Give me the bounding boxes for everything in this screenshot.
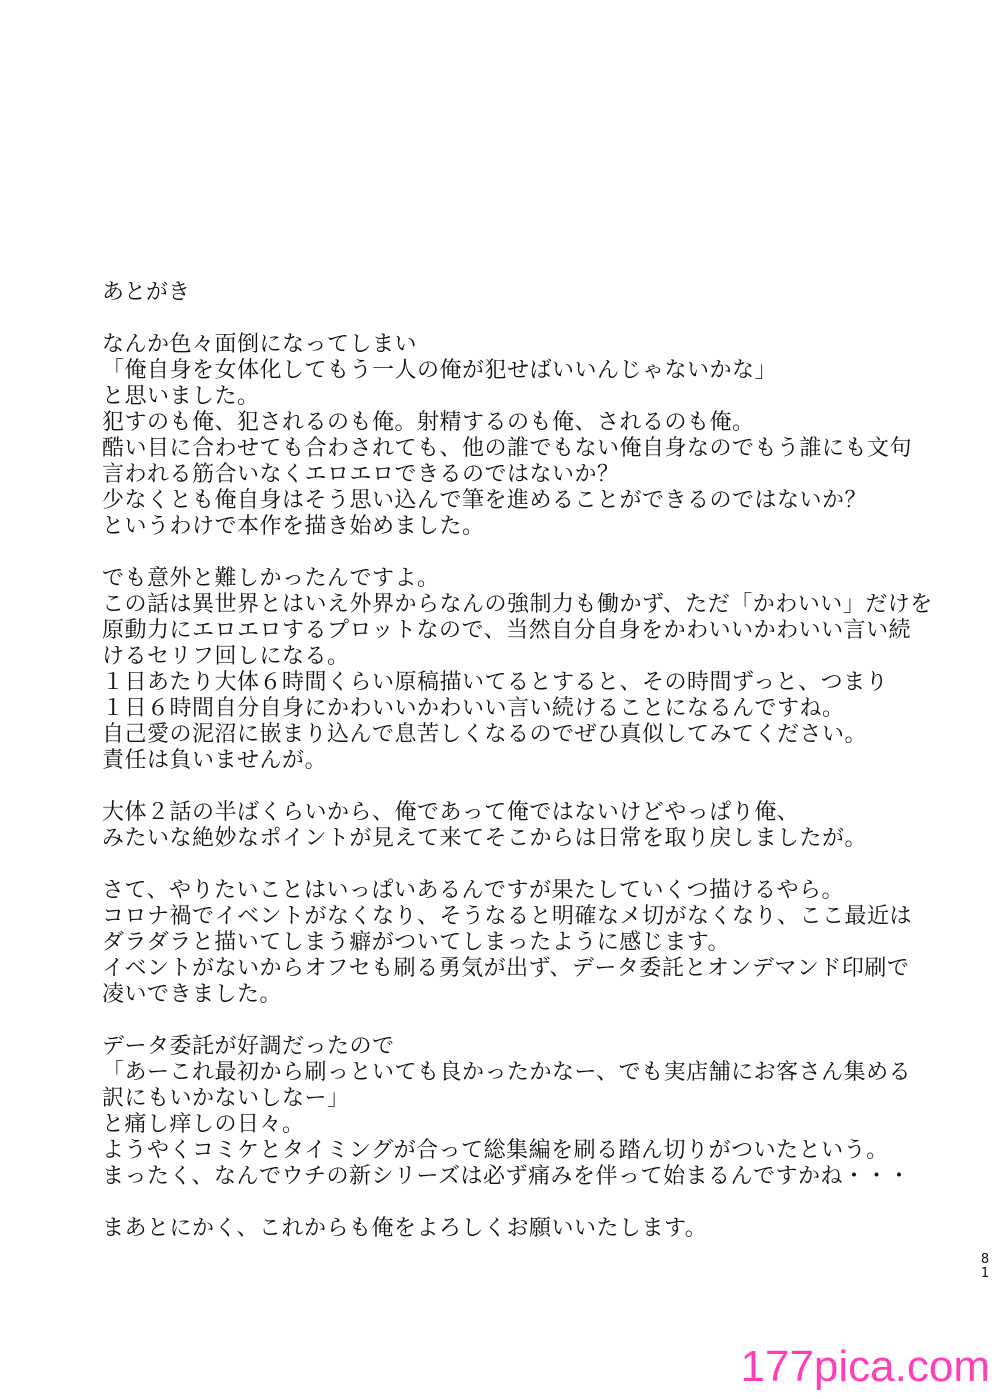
text-line: まあとにかく、これからも俺をよろしくお願いいたします。 xyxy=(102,1216,708,1241)
afterword-paragraph xyxy=(102,878,932,1008)
afterword-paragraph xyxy=(102,566,932,774)
text-line: ダラダラと描いてしまう癖がついてしまったように感じます。 xyxy=(102,930,731,955)
page-number-digit: 8 xyxy=(980,1252,990,1267)
text-line: と痛し痒しの日々。 xyxy=(102,1112,305,1137)
text-line: まったく、なんでウチの新シリーズは必ず痛みを伴って始まるんですかね・・・ xyxy=(102,1164,911,1189)
text-line: 訳にもいかないしなー」 xyxy=(102,1086,350,1111)
text-line: 酷い目に合わせても合わされても、他の誰でもない俺自身なのでもう誰にも文句 xyxy=(102,436,913,461)
text-line: 凌いできました。 xyxy=(102,982,283,1007)
text-line: でも意外と難しかったんですよ。 xyxy=(102,566,440,591)
afterword-paragraph xyxy=(102,1034,932,1190)
text-line: １日６時間自分自身にかわいいかわいい言い続けることになるんですね。 xyxy=(102,696,845,721)
afterword-paragraph xyxy=(102,332,932,540)
page-number-digit: 1 xyxy=(980,1266,990,1281)
afterword-title: あとがき xyxy=(102,280,191,305)
text-line: コロナ禍でイベントがなくなり、そうなると明確なメ切がなくなり、ここ最近は xyxy=(102,904,913,929)
afterword-paragraph xyxy=(102,800,932,852)
afterword-paragraph xyxy=(102,1216,932,1242)
text-line: なんか色々面倒になってしまい xyxy=(102,332,418,357)
text-line: 犯すのも俺、犯されるのも俺。射精するのも俺、されるのも俺。 xyxy=(102,410,755,435)
text-line: データ委託が好調だったので xyxy=(102,1034,395,1059)
text-line: 「あーこれ最初から刷っといても良かったかなー、でも実店舗にお客さん集める xyxy=(102,1060,912,1085)
text-line: 言われる筋合いなくエロエロできるのではないか？ xyxy=(102,462,620,487)
text-line: ようやくコミケとタイミングが合って総集編を刷る踏ん切りがついたという。 xyxy=(102,1138,889,1163)
text-line: けるセリフ回しになる。 xyxy=(102,644,350,669)
text-line: みたいな絶妙なポイントが見えて来てそこからは日常を取り戻しましたが。 xyxy=(102,826,868,851)
afterword-block xyxy=(102,280,932,1268)
text-line: １日あたり大体６時間くらい原稿描いてるとすると、その時間ずっと、つまり xyxy=(102,670,889,695)
text-line: 責任は負いませんが。 xyxy=(102,748,328,773)
text-line: 少なくとも俺自身はそう思い込んで筆を進めることができるのではないか？ xyxy=(102,488,868,513)
text-line: 「俺自身を女体化してもう一人の俺が犯せばいいんじゃないかな」 xyxy=(102,358,778,383)
text-line: さて、やりたいことはいっぱいあるんですが果たしていくつ描けるやら。 xyxy=(102,878,845,903)
text-line: 大体２話の半ばくらいから、俺であって俺ではないけどやっぱり俺、 xyxy=(102,800,800,825)
text-line: 自己愛の泥沼に嵌まり込んで息苦しくなるのでぜひ真似してみてください。 xyxy=(102,722,868,747)
text-line: というわけで本作を描き始めました。 xyxy=(102,514,485,539)
text-line: この話は異世界とはいえ外界からなんの強制力も働かず、ただ「かわいい」だけを xyxy=(102,592,933,617)
text-line: と思いました。 xyxy=(102,384,260,409)
page-number xyxy=(980,1253,990,1281)
text-line: 原動力にエロエロするプロットなので、当然自分自身をかわいいかわいい言い続 xyxy=(102,618,912,643)
text-line: イベントがないからオフセも刷る勇気が出ず、データ委託とオンデマンド印刷で xyxy=(102,956,910,981)
site-watermark: 177pica.com xyxy=(740,1342,990,1391)
